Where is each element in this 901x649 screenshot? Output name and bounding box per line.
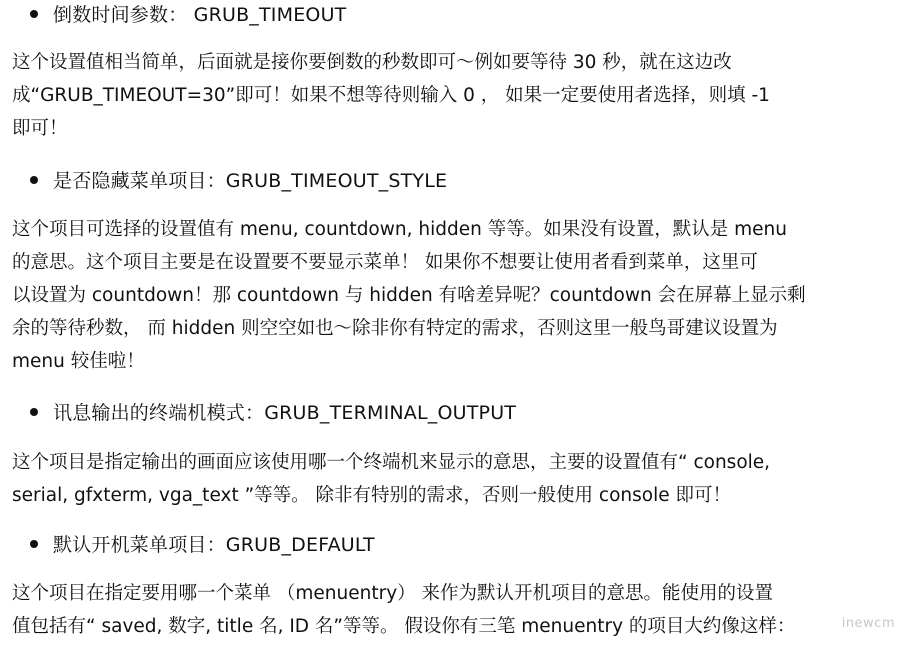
bullet-dot-icon — [30, 176, 38, 184]
paragraph-default — [12, 577, 795, 643]
paragraph-line: 值包括有“ saved, 数字, title 名, ID 名”等等。 假设你有三笔 menuentry 的项目大约像这样： — [12, 616, 796, 637]
section-heading-terminal-output — [30, 400, 516, 426]
paragraph-line: 即可！ — [12, 118, 68, 139]
paragraph-line: serial, gfxterm, vga_text ”等等。 除非有特别的需求，否则一般使用 console 即可！ — [12, 485, 731, 506]
section-heading-timeout — [30, 2, 346, 28]
paragraph-line: 这个项目在指定要用哪一个菜单 （menuentry） 来作为默认开机项目的意思。能使用的设置 — [12, 583, 774, 604]
paragraph-timeout — [12, 46, 770, 145]
heading-text: 是否隐藏菜单项目：GRUB_TIMEOUT_STYLE — [53, 170, 448, 192]
paragraph-line: 这个设置值相当简单，后面就是接你要倒数的秒数即可～例如要等待 30 秒，就在这边改 — [12, 52, 732, 73]
paragraph-line: 的意思。这个项目主要是在设置要不要显示菜单！ 如果你不想要让使用者看到菜单，这里可 — [12, 252, 758, 273]
paragraph-line: 余的等待秒数， 而 hidden 则空空如也～除非你有特定的需求，否则这里一般鸟哥建议设置为 — [12, 318, 778, 339]
heading-text: 默认开机菜单项目：GRUB_DEFAULT — [53, 534, 375, 556]
paragraph-line: menu 较佳啦！ — [12, 351, 145, 372]
paragraph-line: 以设置为 countdown！那 countdown 与 hidden 有啥差异呢？countdown 会在屏幕上显示剩 — [12, 285, 806, 306]
section-heading-default — [30, 532, 375, 558]
paragraph-timeout-style — [12, 213, 806, 378]
heading-text: 讯息输出的终端机模式：GRUB_TERMINAL_OUTPUT — [53, 402, 517, 424]
heading-text: 倒数时间参数： GRUB_TIMEOUT — [53, 4, 347, 26]
bullet-dot-icon — [30, 408, 38, 416]
bullet-dot-icon — [30, 10, 38, 18]
section-heading-timeout-style — [30, 168, 447, 194]
paragraph-line: 这个项目是指定输出的画面应该使用哪一个终端机来显示的意思，主要的设置值有“ console, — [12, 452, 771, 473]
bullet-dot-icon — [30, 540, 38, 548]
paragraph-line: 成“GRUB_TIMEOUT=30”即可！如果不想等待则输入 0 ， 如果一定要使用者选择，则填 -1 — [12, 85, 770, 106]
watermark-text: inewcm — [841, 616, 895, 631]
paragraph-line: 这个项目可选择的设置值有 menu, countdown, hidden 等等。如果没有设置，默认是 menu — [12, 219, 787, 240]
paragraph-terminal-output — [12, 446, 770, 512]
